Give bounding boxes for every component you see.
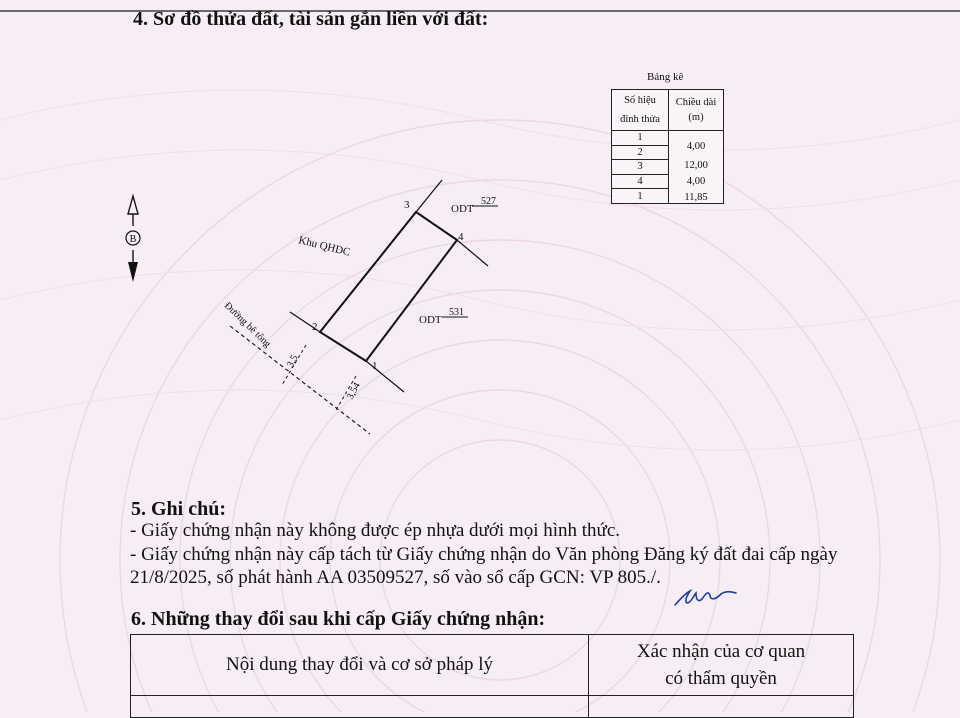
vertex-id: 1 <box>612 131 669 146</box>
road-width-1: 3,5 <box>284 353 301 370</box>
length-value: 11,85 <box>684 192 708 203</box>
north-marker-label: B <box>129 234 137 245</box>
plot-boundary <box>320 212 457 361</box>
neighbor-top-code: ODT <box>451 203 474 215</box>
bang-ke-title: Bảng kê <box>647 71 684 83</box>
changes-col2-header: Xác nhận của cơ quan có thẩm quyền <box>589 635 854 696</box>
section-5-title: 5. Ghi chú: <box>131 498 227 520</box>
area-label: Khu QHDC <box>297 234 352 259</box>
bang-ke-col1-header: Số hiệu đỉnh thửa <box>612 90 669 131</box>
vertex-2-label: 2 <box>312 321 318 333</box>
section-6-title: 6. Những thay đổi sau khi cấp Giấy chứng nhận: <box>131 608 546 630</box>
bang-ke-table <box>611 89 724 204</box>
road-label: Đường bê tông <box>221 300 273 350</box>
changes-table <box>130 634 854 718</box>
changes-empty-cell <box>589 696 854 718</box>
vertex-id: 2 <box>612 145 669 160</box>
vertex-4-label: 4 <box>458 231 464 243</box>
note-line: 21/8/2025, số phát hành AA 03509527, số vào sổ cấp GCN: VP 805./. <box>130 567 661 588</box>
neighbor-bottom-code: ODT <box>419 314 442 326</box>
vertex-id: 1 <box>612 189 669 204</box>
lengths-cell <box>669 131 724 204</box>
vertex-1-label: 1 <box>372 360 378 372</box>
vertex-id: 3 <box>612 160 669 175</box>
section-4-title: 4. Sơ đồ thửa đất, tài sản gắn liền với đất: <box>133 8 489 30</box>
changes-empty-cell <box>131 696 589 718</box>
note-line: - Giấy chứng nhận này cấp tách từ Giấy chứng nhận do Văn phòng Đăng ký đất đai cấp ngày <box>130 544 838 565</box>
neighbor-top-number: 527 <box>481 196 496 207</box>
length-value: 4,00 <box>686 176 706 187</box>
length-value: 4,00 <box>686 141 706 152</box>
vertex-id: 4 <box>612 174 669 189</box>
note-line: - Giấy chứng nhận này không được ép nhựa dưới mọi hình thức. <box>130 520 621 541</box>
vertex-3-label: 3 <box>404 199 410 211</box>
handwritten-signature <box>672 583 742 611</box>
road-width-2: 3,54 <box>344 380 363 402</box>
length-value: 12,00 <box>684 160 708 171</box>
changes-col1-header: Nội dung thay đổi và cơ sở pháp lý <box>131 635 589 696</box>
neighbor-bottom-number: 531 <box>449 307 464 318</box>
bang-ke-col2-header: Chiều dài (m) <box>669 90 724 131</box>
